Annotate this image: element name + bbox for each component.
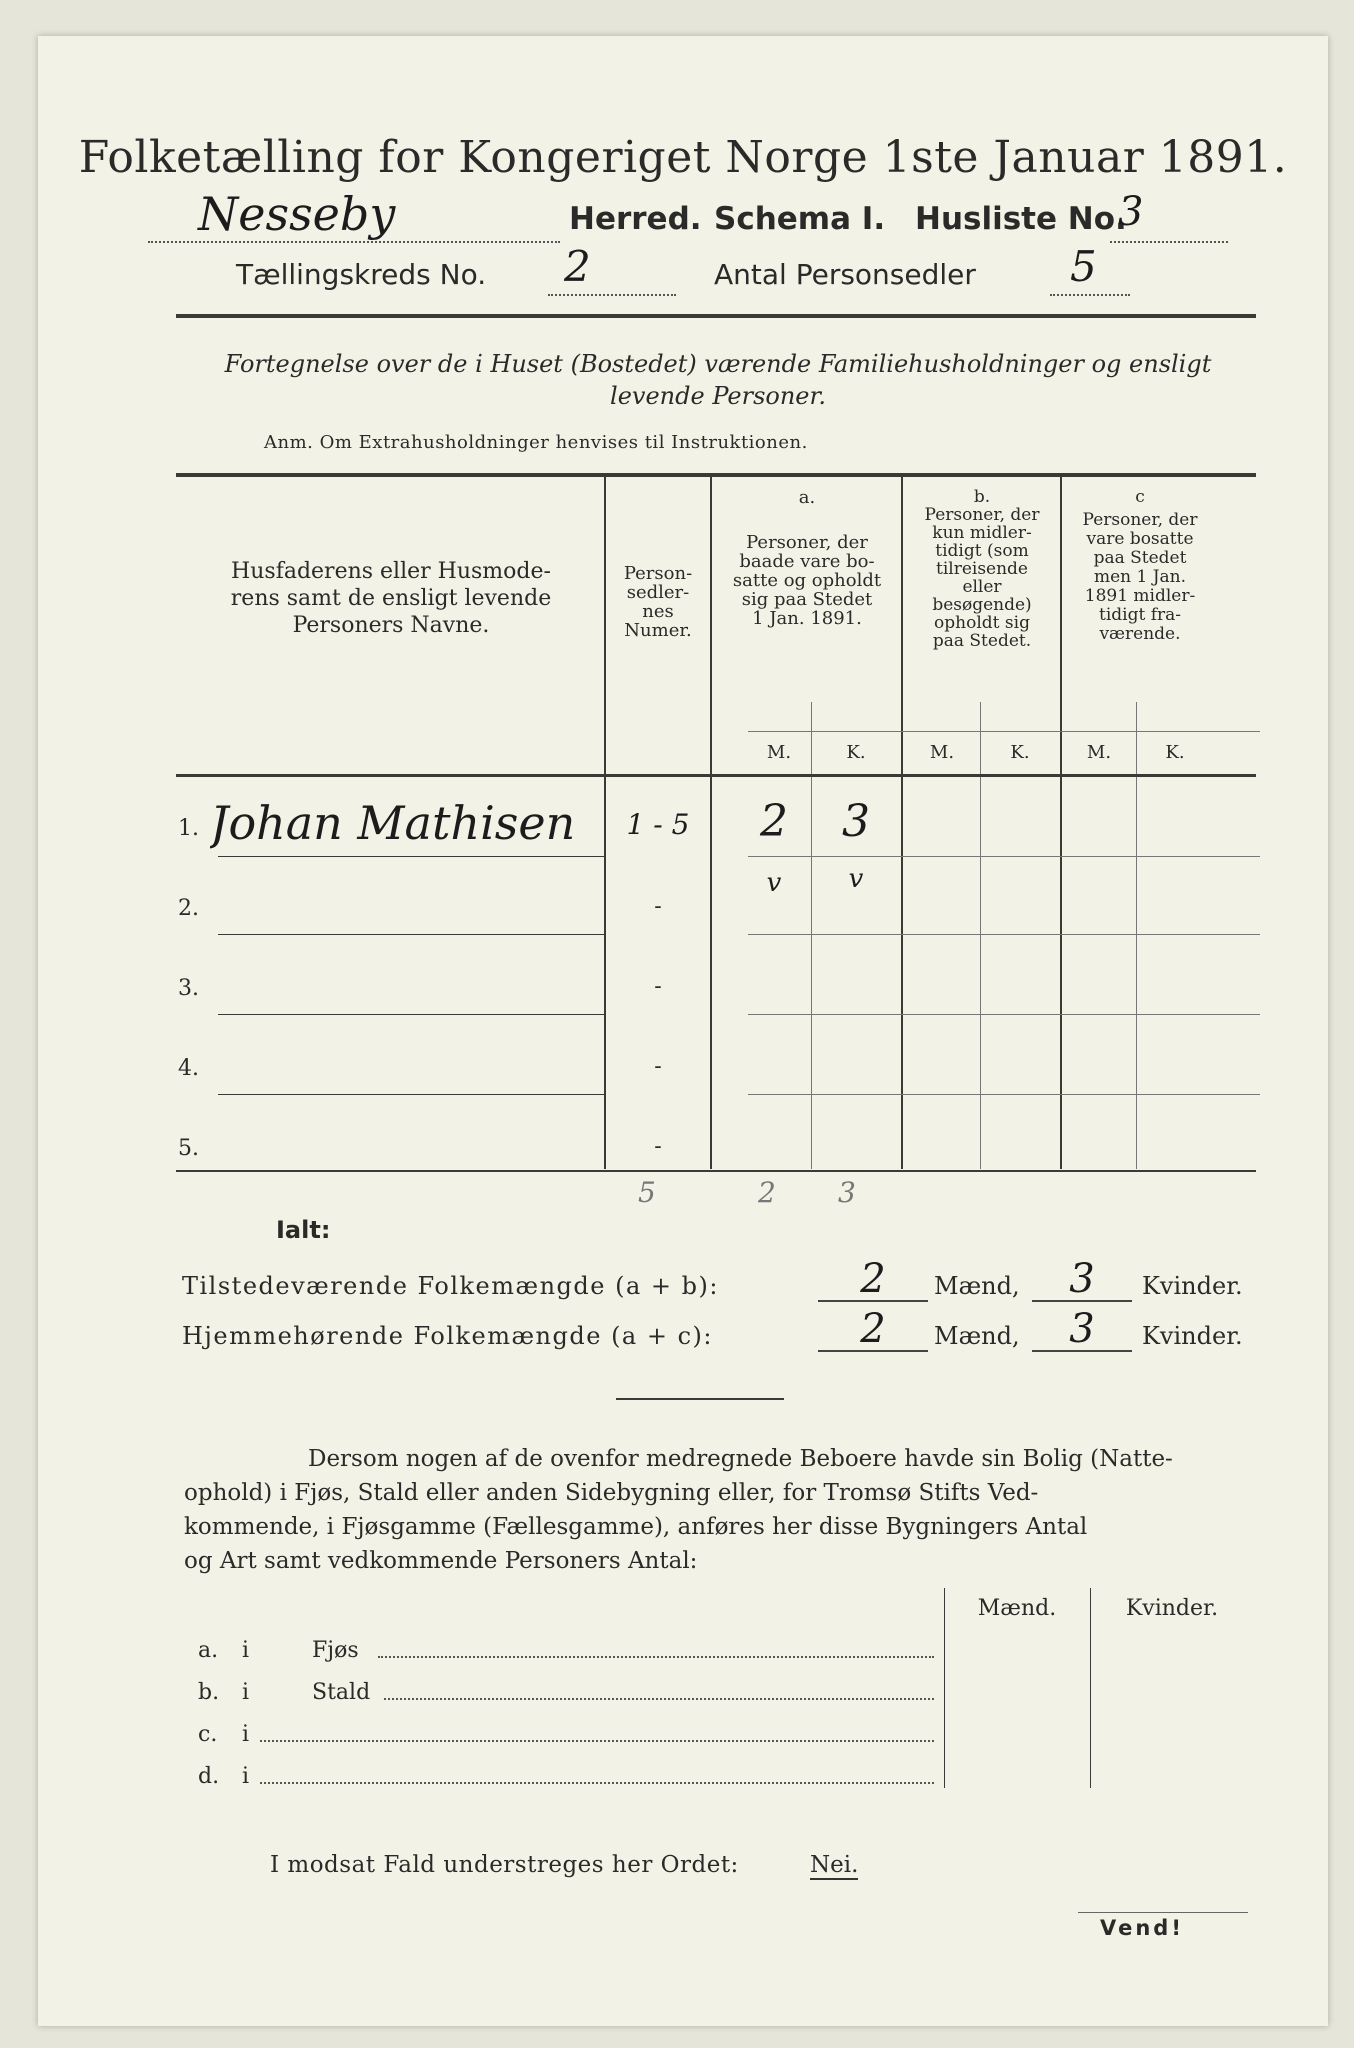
- total-mark-m: 2: [758, 1176, 776, 1209]
- row-rule: [748, 856, 1260, 857]
- building-dotted-line: [260, 1782, 934, 1784]
- row-number: 5.: [178, 1136, 199, 1161]
- row-rule: [748, 1014, 1260, 1015]
- col-b-line: opholdt sig: [934, 613, 1030, 633]
- present-men-field: [818, 1256, 928, 1302]
- building-i: i: [242, 1680, 250, 1705]
- col-b-m-label: M.: [929, 742, 955, 763]
- col-c-line: værende.: [1099, 624, 1181, 644]
- row-rule: [218, 934, 604, 935]
- col-b-letter: b.: [973, 487, 991, 507]
- col-header-sedler-line: Numer.: [624, 620, 692, 641]
- herred-name: Nesseby: [198, 187, 396, 241]
- col-c-m-label: M.: [1086, 742, 1112, 763]
- personsedler-label: Antal Personsedler: [714, 258, 976, 291]
- instruction-note: Anm. Om Extrahusholdninger henvises til Instruktionen.: [264, 432, 808, 453]
- col-header-sedler-line: nes: [642, 601, 674, 622]
- buildings-vrule: [1090, 1588, 1091, 1788]
- present-women-value: 3: [1069, 1256, 1095, 1302]
- resident-women-value: 3: [1069, 1306, 1095, 1352]
- vend-label: Vend!: [1100, 1916, 1184, 1940]
- mk-top-rule: [748, 731, 1260, 732]
- col-header-sedler: [608, 564, 708, 640]
- col-b-line: besøgende): [932, 595, 1032, 615]
- row-a-m: 2: [760, 796, 788, 847]
- col-a-line: Personer, der: [746, 532, 868, 553]
- building-i: i: [242, 1638, 250, 1663]
- col-b-line: tidigt (som: [935, 541, 1029, 561]
- row-rule: [748, 934, 1260, 935]
- total-mark-sedler: 5: [638, 1176, 656, 1209]
- col-c-line: 1891 midler-: [1084, 586, 1196, 606]
- col-c-line: paa Stedet: [1093, 548, 1187, 568]
- buildings-men-header: Mænd.: [977, 1596, 1057, 1621]
- col-c-line: tidigt fra-: [1098, 605, 1181, 625]
- building-dotted-line: [378, 1656, 934, 1658]
- row-check-m: v: [766, 868, 782, 898]
- building-letter: d.: [198, 1764, 220, 1789]
- header-rule: [176, 314, 1256, 318]
- col-header-sedler-line: sedler-: [626, 582, 690, 603]
- col-b-line: kun midler-: [932, 523, 1032, 543]
- buildings-paragraph-line: ophold) i Fjøs, Stald eller anden Sidebygning eller, for Tromsø Stifts Ved-: [184, 1480, 1039, 1506]
- col-header-sedler-line: Person-: [623, 563, 693, 584]
- table-vrule: [901, 477, 903, 1169]
- buildings-paragraph-line: kommende, i Fjøsgamme (Fællesgamme), anføres her disse Bygningers Antal: [184, 1514, 1088, 1540]
- col-c-line: men 1 Jan.: [1093, 567, 1187, 587]
- header-bottom-rule: [176, 774, 1256, 777]
- building-letter: a.: [198, 1638, 219, 1663]
- col-header-name-line: Personers Navne.: [292, 613, 490, 638]
- section-divider: [616, 1398, 784, 1400]
- row-name: Johan Mathisen: [210, 796, 576, 850]
- col-b-line: eller: [962, 577, 1002, 597]
- building-letter: c.: [198, 1722, 218, 1747]
- building-dotted-line: [384, 1698, 934, 1700]
- row-sedler: -: [654, 974, 662, 999]
- present-men-value: 2: [860, 1256, 886, 1302]
- col-header-b: [904, 488, 1060, 650]
- husliste-label: Husliste No.: [915, 201, 1127, 237]
- table-vrule-mk: [1136, 702, 1137, 1169]
- row-sedler: -: [654, 894, 662, 919]
- buildings-paragraph-line: og Art samt vedkommende Personers Antal:: [184, 1548, 698, 1574]
- row-rule: [218, 1014, 604, 1015]
- row-number: 1.: [178, 816, 199, 841]
- col-b-line: paa Stedet.: [932, 631, 1032, 651]
- col-a-line: satte og opholdt: [732, 570, 882, 591]
- table-top-rule: [176, 473, 1256, 477]
- table-vrule-mk: [980, 702, 981, 1169]
- herred-label: Herred.: [569, 201, 702, 237]
- row-number: 2.: [178, 896, 199, 921]
- buildings-women-header: Kvinder.: [1125, 1596, 1219, 1621]
- subtitle-line1: Fortegnelse over de i Huset (Bostedet) værende Familiehusholdninger og ensligt: [224, 350, 1212, 378]
- building-i: i: [242, 1722, 250, 1747]
- building-label: Stald: [312, 1680, 371, 1705]
- footer-instruction: I modsat Fald understreges her Ordet:: [270, 1852, 739, 1878]
- husliste-number: 3: [1118, 189, 1144, 235]
- personsedler-field: [1050, 242, 1130, 296]
- col-c-line: Personer, der: [1082, 510, 1198, 530]
- resident-women-field: [1032, 1306, 1132, 1352]
- col-header-name-line: rens samt de ensligt levende: [230, 586, 552, 611]
- row-rule: [218, 1094, 604, 1095]
- building-i: i: [242, 1764, 250, 1789]
- col-a-k-label: K.: [846, 742, 866, 763]
- row-a-k: 3: [842, 796, 870, 847]
- col-a-m-label: M.: [766, 742, 792, 763]
- row-rule: [218, 856, 604, 857]
- building-letter: b.: [198, 1680, 220, 1705]
- buildings-paragraph: [184, 1442, 1264, 1578]
- row-check-k: v: [848, 864, 864, 894]
- ialt-label: Ialt:: [276, 1216, 331, 1244]
- vend-rule: [1078, 1912, 1248, 1913]
- col-a-line: 1 Jan. 1891.: [752, 608, 862, 629]
- building-label: Fjøs: [312, 1638, 359, 1663]
- kreds-number: 2: [564, 242, 591, 291]
- col-c-letter: c: [1135, 487, 1145, 507]
- kreds-label: Tællingskreds No.: [236, 258, 487, 291]
- present-men-label: Mænd,: [934, 1272, 1020, 1300]
- row-sedler: 1 - 5: [626, 808, 690, 841]
- form-title: Folketælling for Kongeriget Norge 1ste Januar 1891.: [78, 132, 1288, 183]
- table-vrule-mk: [811, 702, 812, 1169]
- col-a-letter: a.: [798, 487, 816, 508]
- personsedler-number: 5: [1070, 242, 1097, 291]
- schema-label: Schema I.: [714, 201, 886, 237]
- resident-men-value: 2: [860, 1306, 886, 1352]
- col-b-line: Personer, der: [924, 505, 1040, 525]
- herred-field: [148, 187, 560, 243]
- subtitle-line2: levende Personer.: [610, 382, 826, 410]
- present-label: Tilstedeværende Folkemængde (a + b):: [182, 1272, 719, 1300]
- building-dotted-line: [260, 1740, 934, 1742]
- present-women-field: [1032, 1256, 1132, 1302]
- col-header-name-line: Husfaderens eller Husmode-: [231, 559, 551, 584]
- col-c-line: vare bosatte: [1086, 529, 1194, 549]
- total-mark-k: 3: [838, 1176, 856, 1209]
- col-header-a: [714, 488, 900, 628]
- col-header-name: [182, 558, 600, 639]
- row-sedler: -: [654, 1054, 662, 1079]
- resident-women-label: Kvinder.: [1142, 1322, 1243, 1350]
- col-b-k-label: K.: [1010, 742, 1030, 763]
- buildings-paragraph-line: Dersom nogen af de ovenfor medregnede Beboere havde sin Bolig (Natte-: [308, 1446, 1173, 1472]
- kreds-field: [548, 242, 676, 296]
- row-number: 3.: [178, 976, 199, 1001]
- buildings-vrule: [944, 1588, 945, 1788]
- census-form-page: [38, 36, 1328, 2026]
- resident-men-label: Mænd,: [934, 1322, 1020, 1350]
- row-number: 4.: [178, 1056, 199, 1081]
- col-a-line: baade vare bo-: [739, 551, 875, 572]
- col-c-k-label: K.: [1165, 742, 1185, 763]
- husliste-field: [1110, 191, 1228, 243]
- resident-label: Hjemmehørende Folkemængde (a + c):: [182, 1322, 713, 1350]
- table-vrule: [710, 477, 712, 1169]
- table-bottom-rule: [176, 1170, 1256, 1172]
- col-header-c: [1062, 488, 1218, 644]
- resident-men-field: [818, 1306, 928, 1352]
- footer-nei: Nei.: [810, 1852, 859, 1878]
- col-b-line: tilreisende: [935, 559, 1028, 579]
- row-rule: [748, 1094, 1260, 1095]
- row-sedler: -: [654, 1134, 662, 1159]
- present-women-label: Kvinder.: [1142, 1272, 1243, 1300]
- col-a-line: sig paa Stedet: [741, 589, 873, 610]
